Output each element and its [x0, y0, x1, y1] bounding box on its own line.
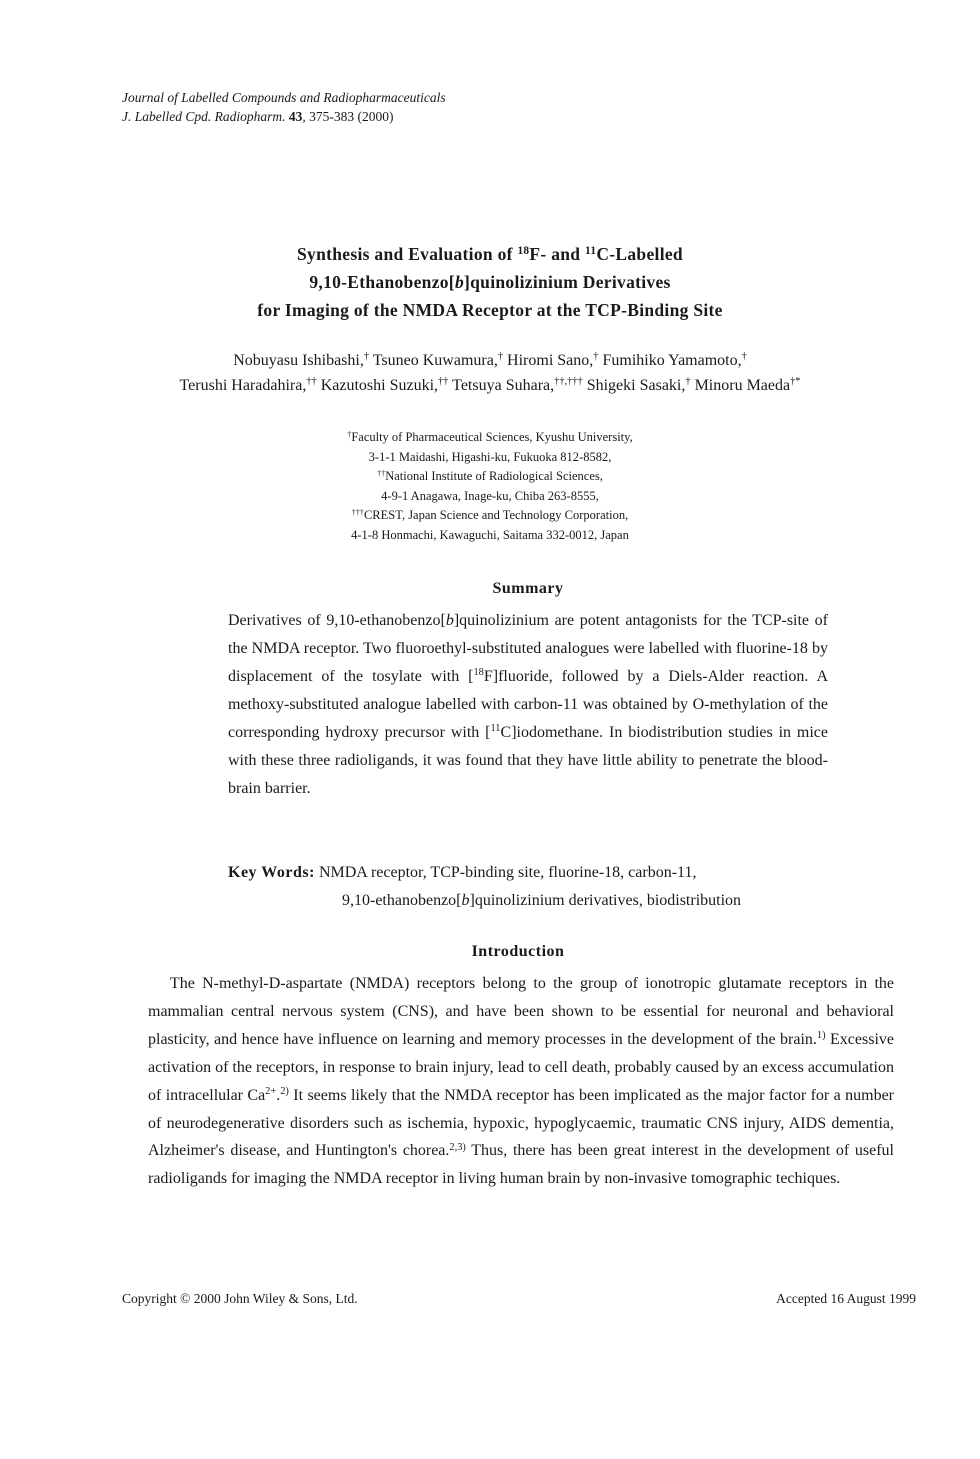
accepted-date: Accepted 16 August 1999 [776, 1291, 916, 1306]
copyright-notice: Copyright © 2000 John Wiley & Sons, Ltd. [122, 1291, 358, 1306]
keywords-label: Key Words: [228, 864, 315, 881]
title-line-2: 9,10-Ethanobenzo[b]quinolizinium Derivatives [309, 272, 671, 292]
affiliation-line: †Faculty of Pharmaceutical Sciences, Kyushu University, [347, 429, 633, 444]
journal-header [122, 88, 446, 126]
affiliation-line: 4-1-8 Honmachi, Kawaguchi, Saitama 332-0012, Japan [351, 527, 629, 542]
affiliation-line: 4-9-1 Anagawa, Inage-ku, Chiba 263-8555, [381, 488, 599, 503]
author: Terushi Haradahira, [179, 377, 307, 394]
keywords-line-2: 9,10-ethanobenzo[b]quinolizinium derivatives, biodistribution [342, 892, 742, 909]
introduction-text: The N-methyl-D-aspartate (NMDA) receptors belong to the group of ionotropic glutamate receptors in the mammalian central nervous system (CNS), and have been shown to be essential for neuronal and behavioral plasticity, and hence have influence on learning and memory processes in the development of the brain.$^{1)}$ Excessive activation of the receptors, in response to brain injury, lead to cell death, probably caused by an excess accumulation of intracellular $Ca^{2+}.^{2)}$ It seems likely that the NMDA receptor has been implicated as the major factor for a number of neurodegenerative disorders such as ischemia, hypoxic, hypoglycaemic, traumatic CNS injury, AIDS dementia, Alzheimer's disease, and Huntington's chorea.$^{2,3)}$ Thus, there has been great interest in the development of useful radioligands for imaging the NMDA receptor in living human brain by non-invasive tomographic techiques. [148, 975, 895, 1188]
affiliation-line: ††National Institute of Radiological Sciences, [377, 468, 603, 483]
journal-citation: J. Labelled Cpd. Radiopharm. 43, 375-383 (2000) [122, 109, 394, 124]
keywords [228, 859, 828, 915]
author: Shigeki Sasaki, [586, 377, 686, 394]
journal-name: Journal of Labelled Compounds and Radiopharmaceuticals [122, 90, 446, 105]
affiliations [200, 428, 780, 545]
introduction-heading: Introduction [471, 943, 565, 960]
affiliation-line: †††CREST, Japan Science and Technology Corporation, [351, 507, 629, 522]
author: Tetsuya Suhara, [452, 377, 555, 394]
author: Tsuneo Kuwamura, [372, 352, 498, 369]
author-line-2: Terushi Haradahira,†† Kazutoshi Suzuki,†† Tetsuya Suhara,††,††† Shigeki Sasaki,† Minoru Maeda†* [179, 376, 801, 394]
summary-text: Derivatives of 9,10-ethanobenzo[b]quinolizinium are potent antagonists for the TCP-site of the NMDA receptor. Two fluoroethyl-substituted analogues were labelled with fluorine-18 by displacement of the tosylate with [$^{18}$F]fluoride, followed by a Diels-Alder reaction. A methoxy-substituted analogue labelled with carbon-11 was obtained by O-methylation of the corresponding hydroxy precursor with [$^{11}$C]iodomethane. In biodistribution studies in mice with these three radioligands, it was found that they have little ability to penetrate the blood-brain barrier. [228, 612, 829, 797]
author-list [80, 348, 900, 398]
author: Hiromi Sano, [507, 352, 594, 369]
author: Kazutoshi Suzuki, [320, 377, 439, 394]
affiliation-line: 3-1-1 Maidashi, Higashi-ku, Fukuoka 812-8582, [368, 449, 612, 464]
keywords-line-1: Key Words: NMDA receptor, TCP-binding site, fluorine-18, carbon-11, [228, 864, 697, 881]
author: Fumihiko Yamamoto, [602, 352, 742, 369]
paper-title [120, 240, 860, 324]
summary-heading: Summary [492, 580, 564, 597]
title-line-3: for Imaging of the NMDA Receptor at the TCP-Binding Site [257, 300, 723, 320]
author: Minoru Maeda [694, 377, 791, 394]
author: Nobuyasu Ishibashi, [233, 352, 364, 369]
author-line-1: Nobuyasu Ishibashi,† Tsuneo Kuwamura,† Hiromi Sano,† Fumihiko Yamamoto,† [233, 351, 747, 369]
title-line-1: Synthesis and Evaluation of $^{18}$F- and $^{11}$C-Labelled [297, 244, 683, 264]
